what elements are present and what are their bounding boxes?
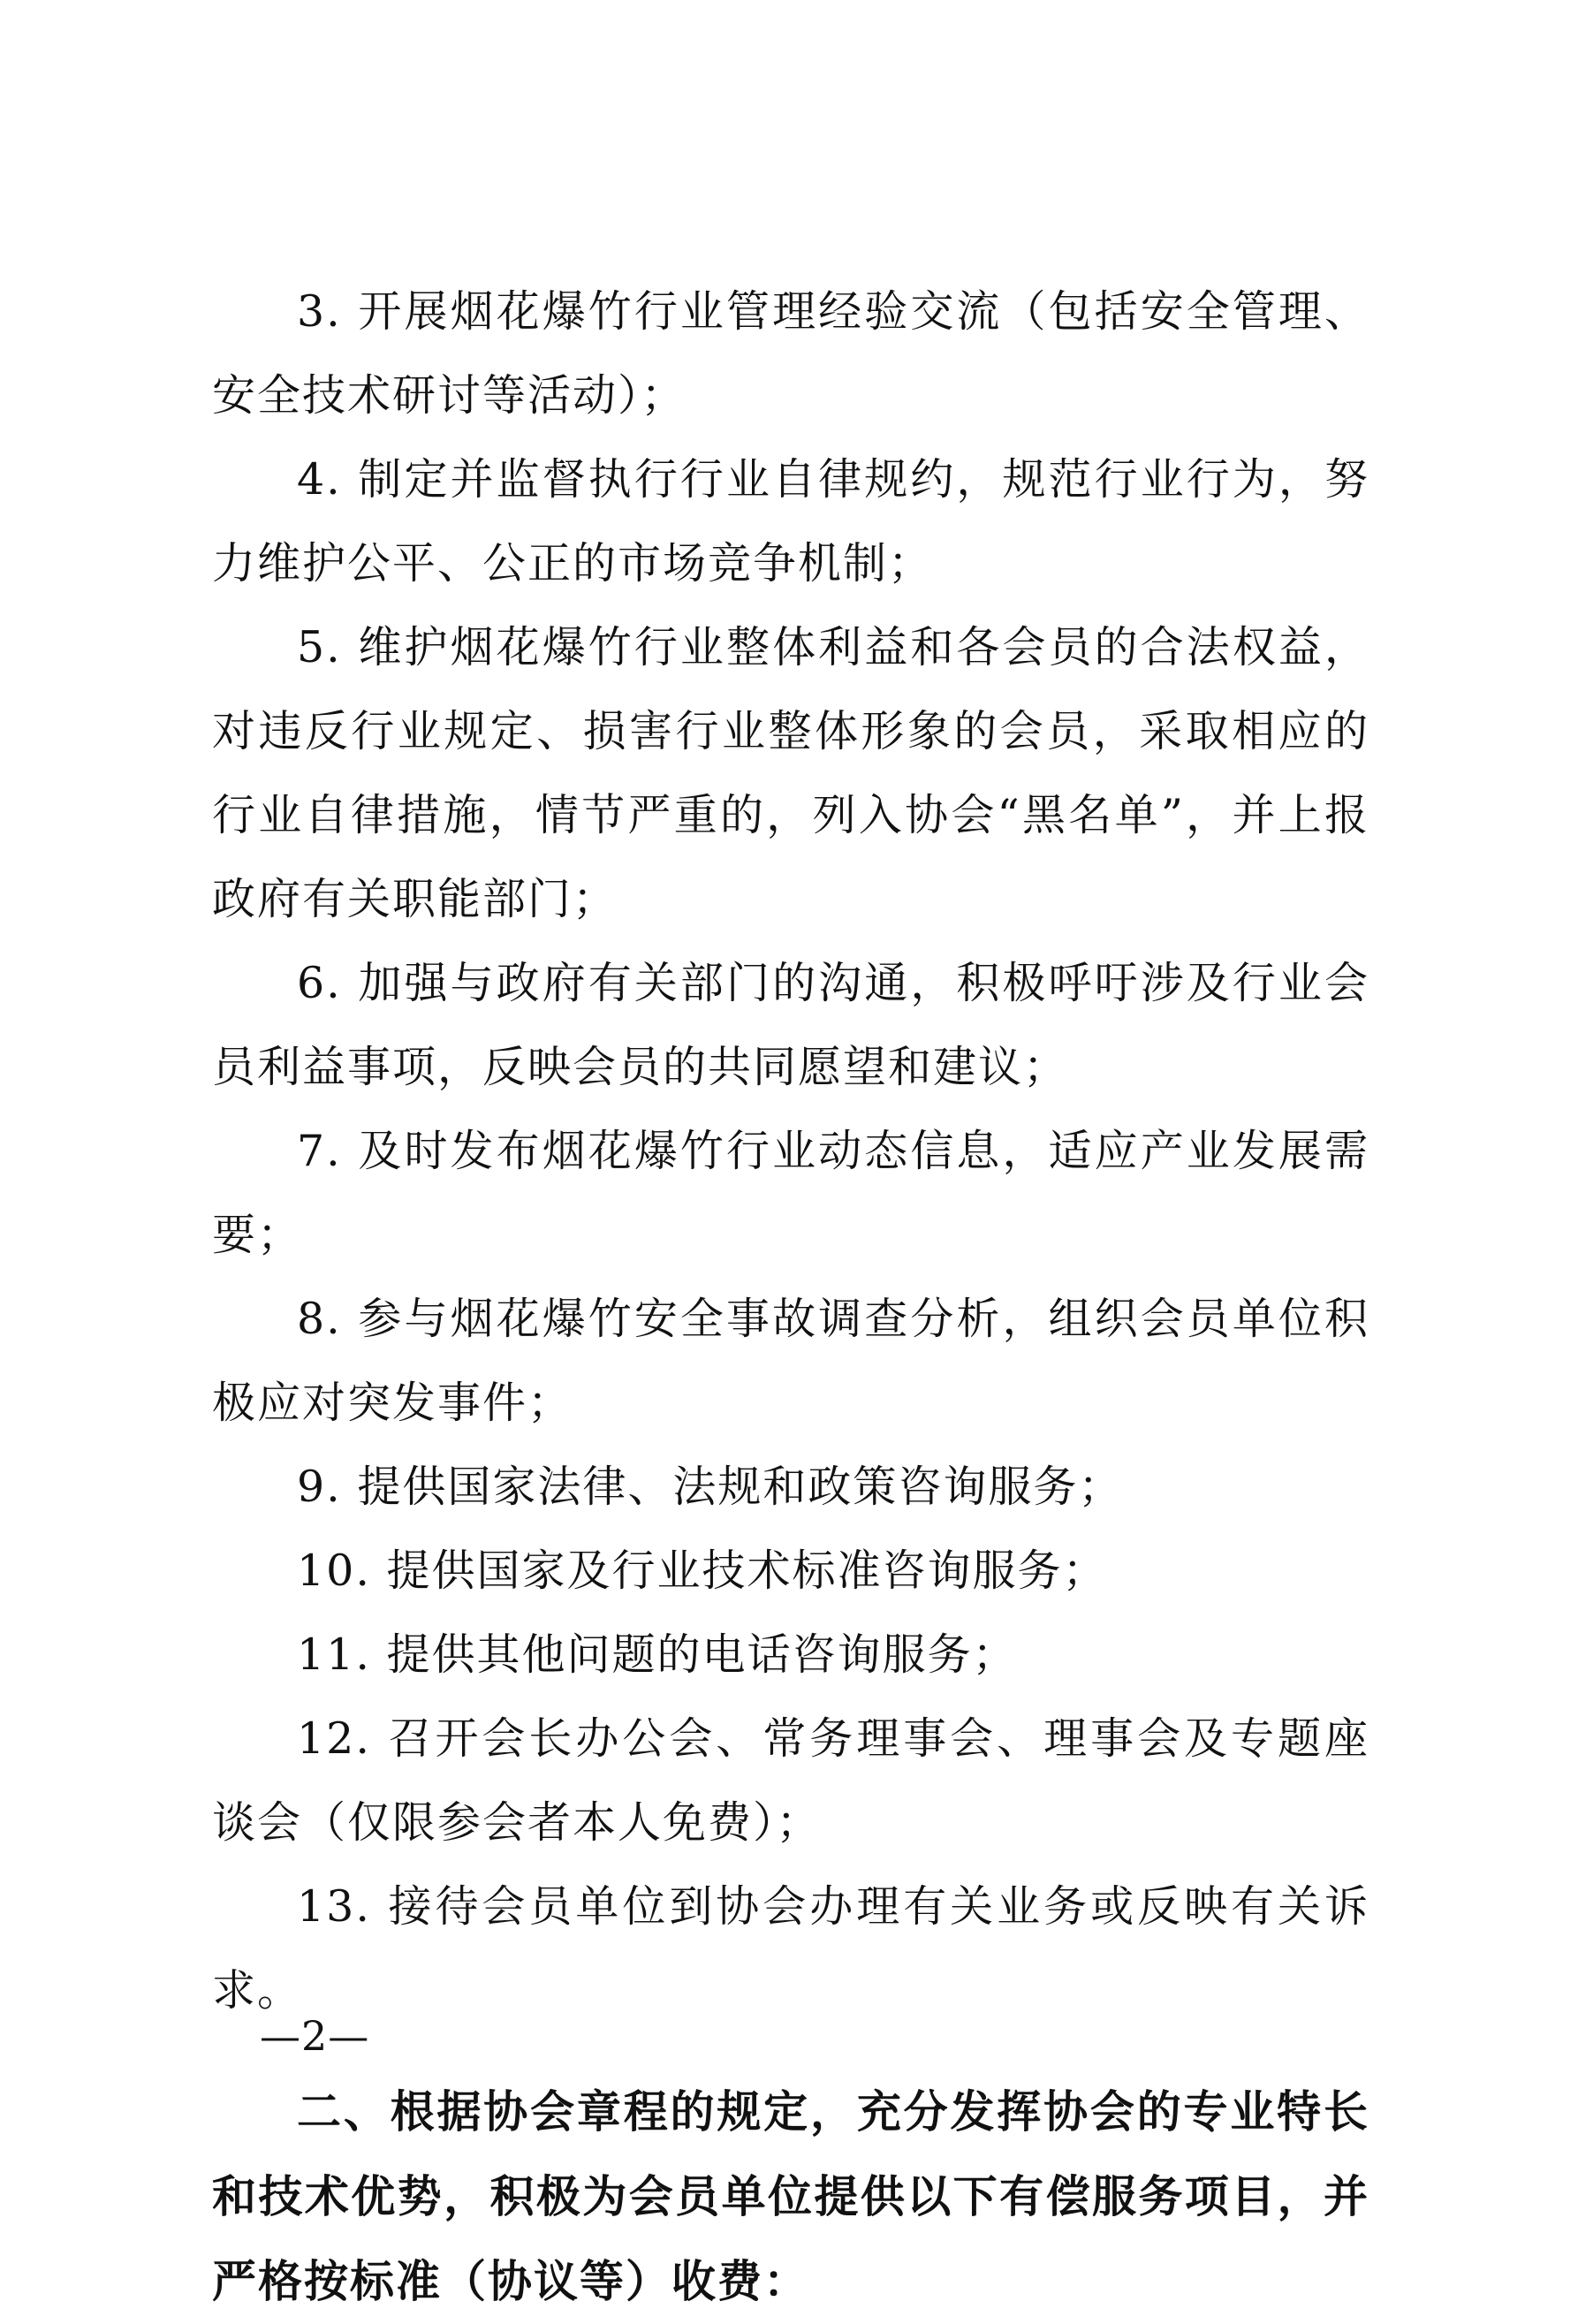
list-item-8: 8. 参与烟花爆竹安全事故调查分析，组织会员单位积极应对突发事件； [212,1294,1369,1428]
list-item-4: 4. 制定并监督执行行业自律规约，规范行业行为，努力维护公平、公正的市场竞争机制； [212,454,1369,589]
list-item-11: 11. 提供其他问题的电话咨询服务； [297,1629,1018,1680]
list-item-10: 10. 提供国家及行业技术标准咨询服务； [297,1546,1108,1596]
page-number: —2— [260,2012,370,2060]
list-item-3: 3. 开展烟花爆竹行业管理经验交流（包括安全管理、安全技术研讨等活动）； [212,286,1369,421]
document-body [212,270,1369,2324]
list-item-6: 6. 加强与政府有关部门的沟通，积极呼吁涉及行业会员利益事项，反映会员的共同愿望和建议； [212,958,1369,1092]
list-item-7: 7. 及时发布烟花爆竹行业动态信息，适应产业发展需要； [212,1126,1369,1260]
list-item-13: 13. 接待会员单位到协会办理有关业务或反映有关诉求。 [212,1881,1369,2016]
list-item-9: 9. 提供国家法律、法规和政策咨询服务； [297,1462,1124,1512]
list-item-5: 5. 维护烟花爆竹行业整体利益和各会员的合法权益，对违反行业规定、损害行业整体形象的会员，采取相应的行业自律措施，情节严重的，列入协会“黑名单”，并上报政府有关职能部门； [212,622,1369,924]
section-heading: 二、根据协会章程的规定，充分发挥协会的专业特长和技术优势，积极为会员单位提供以下有偿服务项目，并严格按标准（协议等）收费： [212,2085,1369,2307]
list-item-12: 12. 召开会长办公会、常务理事会、理事会及专题座谈会（仅限参会者本人免费）； [212,1713,1369,1848]
